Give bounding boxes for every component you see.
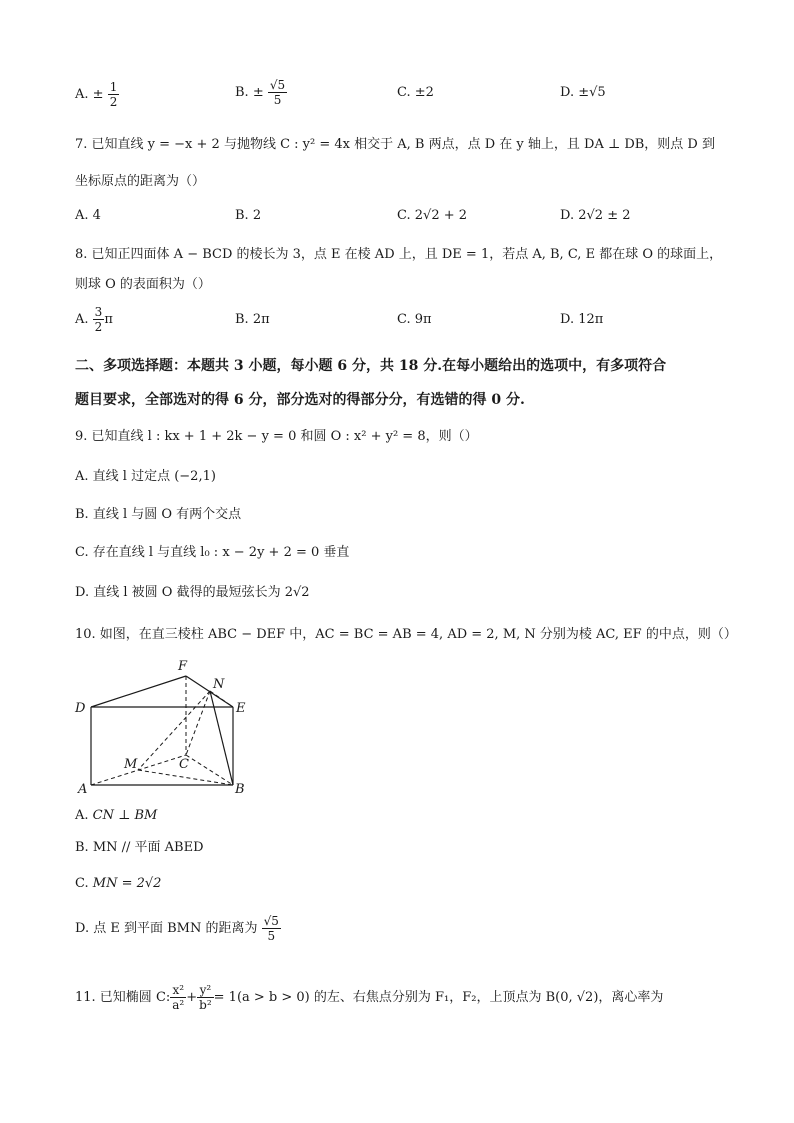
option-text: MN = 2√2 — [92, 876, 162, 891]
option-label: C. — [75, 876, 89, 891]
edge-DF — [91, 676, 186, 707]
q11-suffix: = 1(a > b > 0) 的左、右焦点分别为 F₁，F₂，上顶点为 B(0, √2)，离心率为 — [213, 990, 664, 1005]
q9-option-c: C. 存在直线 l 与直线 l₀ : x − 2y + 2 = 0 垂直 — [75, 545, 350, 560]
fraction — [268, 78, 287, 107]
frac-num: y² — [197, 983, 214, 998]
option-text: 2√2 + 2 — [414, 208, 468, 223]
option-suffix: π — [104, 312, 113, 327]
edge-MB — [138, 770, 233, 785]
option-label: A. — [75, 208, 89, 223]
label-D: D — [75, 701, 86, 716]
q8-stem-line1: 8. 已知正四面体 A − BCD 的棱长为 3，点 E 在棱 AD 上，且 DE = 1，若点 A, B, C, E 都在球 O 的球面上， — [75, 247, 723, 262]
option-text: 12π — [578, 312, 604, 327]
fraction — [197, 983, 214, 1012]
frac-num: √5 — [263, 914, 279, 928]
option-text: CN ⊥ BM — [92, 808, 158, 823]
q11-stem — [75, 983, 663, 1012]
option-text: 2π — [252, 312, 270, 327]
label-M: M — [124, 757, 138, 772]
q6-option-a — [75, 80, 119, 109]
frac-num: √5 — [269, 78, 286, 92]
label-F: F — [178, 659, 188, 674]
section2-heading-line1: 二、多项选择题：本题共 3 小题，每小题 6 分，共 18 分.在每小题给出的选项中，有多项符合 — [75, 358, 667, 374]
option-label: D. — [560, 85, 575, 100]
option-label: B. — [235, 312, 249, 327]
option-text: 2√2 ± 2 — [578, 208, 631, 223]
frac-den: a² — [172, 998, 185, 1012]
option-label: C. — [397, 208, 411, 223]
edge-NM — [138, 691, 210, 770]
option-label: C. — [397, 85, 411, 100]
q9-option-b: B. 直线 l 与圆 O 有两个交点 — [75, 507, 242, 522]
option-text: 2 — [252, 208, 262, 223]
label-E: E — [236, 701, 246, 716]
q10-option-c — [75, 874, 734, 894]
frac-den: 5 — [267, 929, 276, 943]
option-label: B. — [235, 208, 249, 223]
fraction — [93, 305, 105, 334]
q9-stem: 9. 已知直线 l : kx + 1 + 2k − y = 0 和圆 O : x² + y² = 8，则（） — [75, 429, 478, 444]
option-text: MN // 平面 ABED — [92, 840, 204, 855]
q7-stem-line2: 坐标原点的距离为（） — [75, 174, 206, 189]
q8-stem-line2: 则球 O 的表面积为（） — [75, 277, 211, 292]
q6-option-b — [235, 78, 287, 107]
q9-option-a: A. 直线 l 过定点 (−2,1) — [75, 469, 216, 484]
fraction — [108, 80, 120, 109]
option-label: A. — [75, 312, 89, 327]
q7-option-d — [560, 208, 631, 223]
frac-den: 2 — [94, 320, 103, 334]
q7-option-c — [397, 208, 467, 223]
frac-num: 1 — [109, 80, 118, 94]
option-text: 4 — [92, 208, 101, 223]
fraction — [170, 983, 186, 1012]
q6-option-d — [560, 85, 606, 100]
option-text: ±√5 — [578, 85, 606, 100]
option-text: 点 E 到平面 BMN 的距离为 — [93, 921, 258, 936]
option-label: D. — [75, 921, 90, 936]
prism-figure — [70, 655, 270, 795]
q7-option-a — [75, 208, 101, 223]
option-label: D. — [560, 312, 575, 327]
option-prefix: ± — [252, 85, 264, 100]
q8-option-b — [235, 312, 270, 327]
frac-den: 2 — [109, 95, 118, 109]
frac-den: 5 — [273, 93, 282, 107]
option-label: A. — [75, 87, 89, 102]
edge-NC — [186, 691, 210, 755]
option-label: B. — [235, 85, 249, 100]
label-B: B — [235, 782, 245, 795]
q9-option-d: D. 直线 l 被圆 O 截得的最短弦长为 2√2 — [75, 585, 310, 600]
option-label: A. — [75, 808, 89, 823]
label-C: C — [179, 757, 189, 772]
q6-option-c — [397, 85, 434, 100]
plus-sign: + — [186, 990, 198, 1005]
fraction — [262, 914, 281, 943]
q7-stem-line1: 7. 已知直线 y = −x + 2 与抛物线 C : y² = 4x 相交于 A, B 两点，点 D 在 y 轴上，且 DA ⊥ DB，则点 D 到 — [75, 137, 715, 152]
q10-option-b — [75, 838, 734, 858]
frac-num: 3 — [94, 305, 103, 319]
option-prefix: ± — [92, 87, 104, 102]
q10-option-d — [75, 914, 281, 943]
q11-prefix: 11. 已知椭圆 C: — [75, 990, 171, 1005]
option-label: D. — [560, 208, 575, 223]
label-A: A — [78, 782, 88, 795]
q10-stem: 10. 如图，在直三棱柱 ABC − DEF 中，AC = BC = AB = 4, AD = 2, M, N 分别为棱 AC, EF 的中点，则（） — [75, 627, 737, 642]
label-N: N — [213, 677, 225, 692]
q10-option-a — [75, 806, 734, 826]
edge-CB — [186, 755, 233, 785]
frac-num: x² — [170, 983, 186, 998]
option-label: B. — [75, 840, 89, 855]
section2-heading-line2: 题目要求，全部选对的得 6 分，部分选对的得部分分，有选错的得 0 分. — [75, 392, 525, 408]
q8-option-c — [397, 312, 432, 327]
frac-den: b² — [199, 998, 212, 1012]
option-label: C. — [397, 312, 411, 327]
option-text: 9π — [414, 312, 432, 327]
q7-option-b — [235, 208, 261, 223]
option-text: ±2 — [414, 85, 434, 100]
q8-option-d — [560, 312, 603, 327]
q8-option-a — [75, 305, 113, 334]
